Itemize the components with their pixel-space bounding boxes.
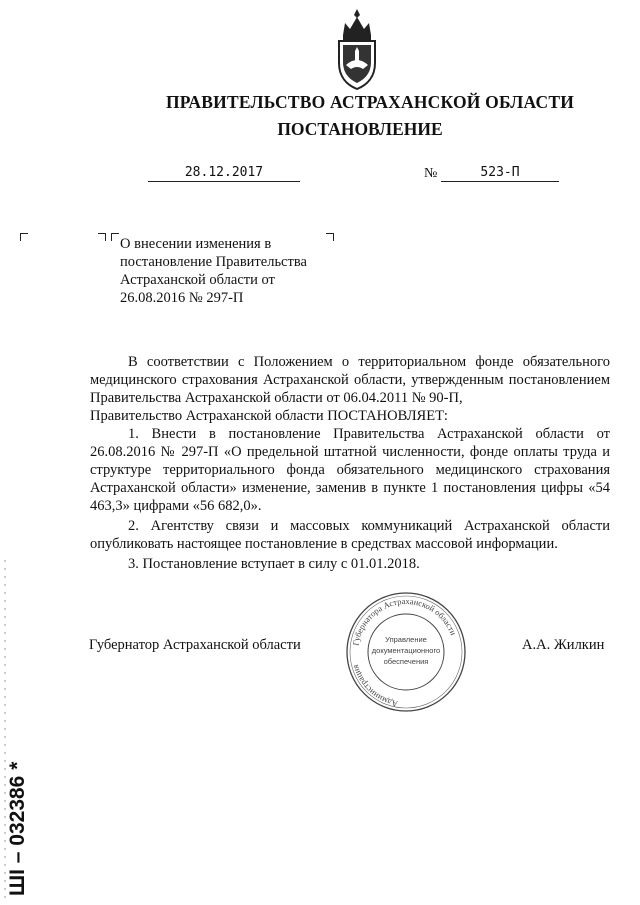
document-type: ПОСТАНОВЛЕНИЕ	[277, 119, 443, 139]
document-number: 523-П	[441, 165, 559, 182]
item-1-paragraph: 1. Внести в постановление Правительства Астраханской области от 26.08.2016 № 297-П «О предельной штатной численности, фонде оплаты труда и структуре территориального фонда обязательного медицинского страхования Астраханской области» изменение, заменив в пункте 1 постановления цифры «54 463,3» цифрами «56 682,0».	[90, 426, 610, 514]
stamp-outer-text-left: Администрация	[349, 663, 399, 710]
coat-of-arms-emblem	[331, 5, 383, 95]
signatory-name: А.А. Жилкин	[522, 637, 605, 653]
item-2-paragraph: 2. Агентству связи и массовых коммуникаций Астраханской области опубликовать настоящее постановление в средствах массовой информации.	[90, 518, 610, 552]
corner-bracket-icon	[111, 233, 119, 241]
corner-bracket-icon	[20, 233, 28, 241]
resolve-line: Правительство Астраханской области ПОСТАНОВЛЯЕТ:	[90, 408, 448, 424]
document-body	[90, 353, 610, 573]
number-sign: №	[424, 166, 438, 181]
stamp-outer-text: Губернатора Астраханской области	[350, 595, 459, 647]
document-date: 28.12.2017	[148, 165, 300, 182]
stamp-inner-line-2: документационного	[371, 646, 441, 655]
document-subject: О внесении изменения в постановление Правительства Астраханской области от 26.08.2016 № 297-П	[120, 236, 307, 306]
government-title: ПРАВИТЕЛЬСТВО АСТРАХАНСКОЙ ОБЛАСТИ	[165, 92, 575, 112]
stamp-inner-line-3: обеспечения	[383, 657, 429, 666]
signatory-position: Губернатор Астраханской области	[89, 637, 301, 653]
stamp-inner-line-1: Управление	[385, 635, 427, 644]
serial-text: ШI – 032386 *	[6, 761, 29, 896]
form-serial-number	[0, 700, 46, 900]
corner-bracket-icon	[98, 233, 106, 241]
item-3-paragraph: 3. Постановление вступает в силу с 01.01.2018.	[128, 556, 420, 572]
official-stamp	[344, 590, 468, 714]
preamble-paragraph: В соответствии с Положением о территориальном фонде обязательного медицинского страхования Астраханской области, утвержденным постановлением Правительства Астраханской области от 06.04.2011 № 90-П,	[90, 354, 610, 406]
